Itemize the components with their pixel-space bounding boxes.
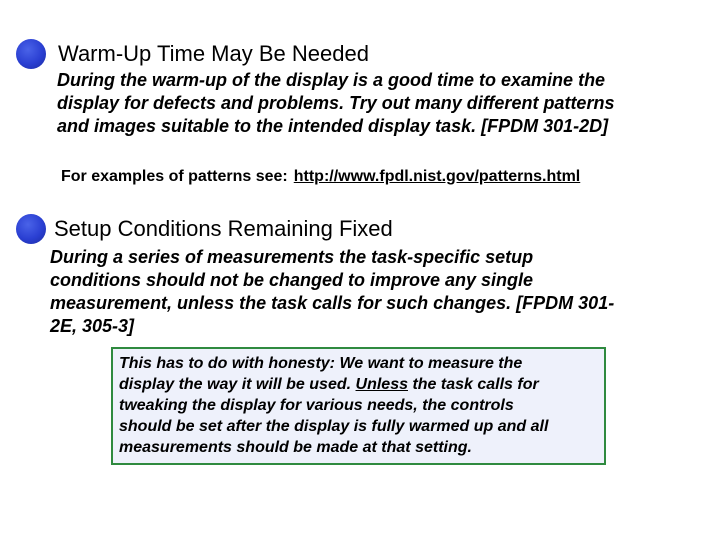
- section1-heading: Warm-Up Time May Be Needed: [58, 41, 369, 66]
- section2-body: [50, 246, 710, 338]
- note-box: [111, 347, 606, 465]
- section1-line: and images suitable to the intended display task. [FPDM 301-2D]: [57, 116, 609, 136]
- note-line: measurements should be made at that setting.: [119, 439, 472, 456]
- section1-line: display for defects and problems. Try out many different patterns: [57, 93, 615, 113]
- note-text: the task calls for: [412, 376, 539, 393]
- patterns-link[interactable]: http://www.fpdl.nist.gov/patterns.html: [293, 168, 581, 185]
- bullet-icon: [16, 214, 46, 244]
- note-text: display the way it will be used.: [119, 376, 352, 393]
- section1-line: During the warm-up of the display is a good time to examine the: [57, 70, 606, 90]
- note-underlined-word: Unless: [355, 376, 408, 393]
- note-line: tweaking the display for various needs, the controls: [119, 397, 514, 414]
- section2-line: measurement, unless the task calls for such changes. [FPDM 301-: [50, 293, 615, 313]
- section2-line: 2E, 305-3]: [50, 316, 135, 336]
- section1-body: [57, 69, 697, 138]
- patterns-line: [61, 168, 580, 186]
- note-line: This has to do with honesty: We want to measure the: [119, 355, 523, 372]
- bullet-icon: [16, 39, 46, 69]
- note-line: [119, 374, 598, 395]
- section2-line: conditions should not be changed to improve any single: [50, 270, 534, 290]
- note-line: should be set after the display is fully warmed up and all: [119, 418, 549, 435]
- section2-heading: Setup Conditions Remaining Fixed: [54, 216, 393, 241]
- patterns-label: For examples of patterns see:: [61, 168, 288, 185]
- section2-line: During a series of measurements the task-specific setup: [50, 247, 534, 267]
